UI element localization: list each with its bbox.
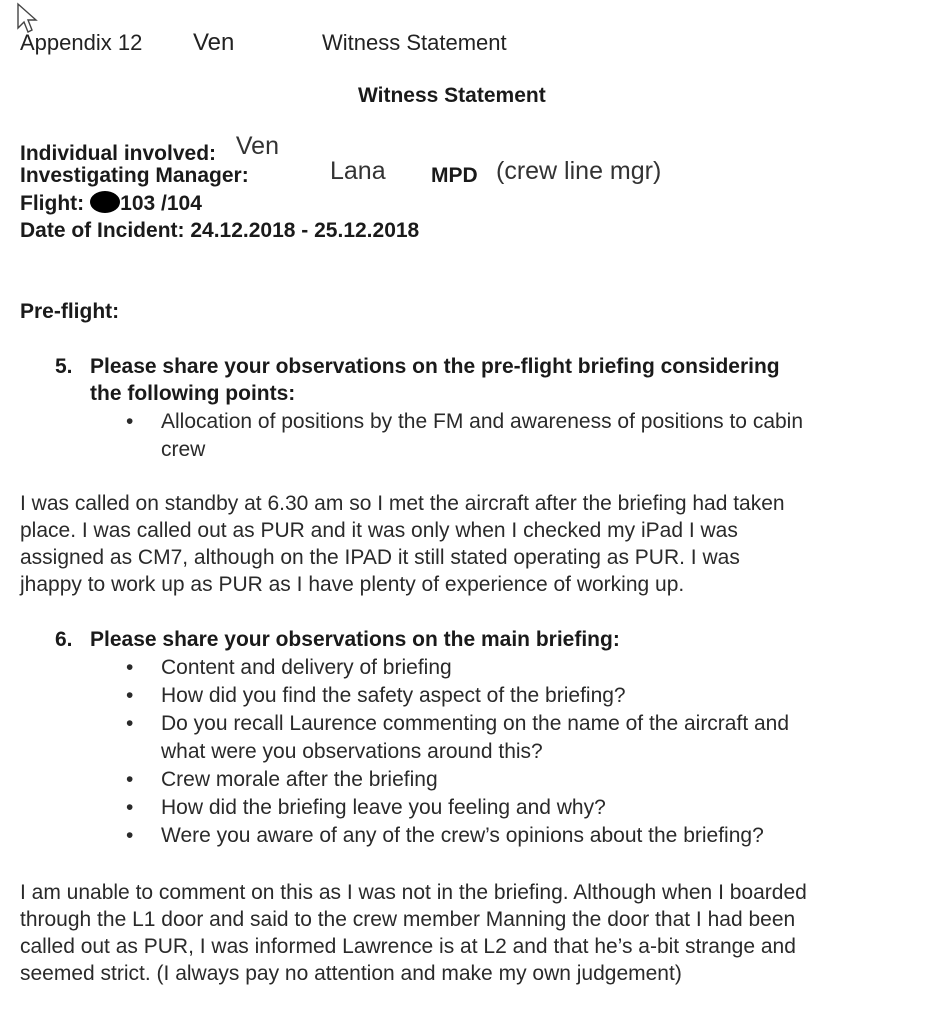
question-5 xyxy=(55,353,780,407)
date-value: 24.12.2018 - 25.12.2018 xyxy=(190,219,420,242)
list-item: • How did you find the safety aspect of the briefing? xyxy=(126,682,789,710)
header-witness-statement: Witness Statement xyxy=(322,30,507,55)
question-5-line2: the following points: xyxy=(90,382,296,405)
question-6-title: Please share your observations on the main briefing: xyxy=(90,628,620,651)
manager-row xyxy=(20,164,249,188)
flight-value: 103 /104 xyxy=(120,192,202,215)
manager-name: Lana xyxy=(330,157,386,185)
list-item: • Crew morale after the briefing xyxy=(126,766,789,794)
individual-row xyxy=(20,132,279,167)
question-5-number: 5. xyxy=(55,355,73,378)
appendix-label: Appendix 12 xyxy=(20,30,143,55)
individual-value: Ven xyxy=(235,132,279,160)
section-preflight: Pre-flight: xyxy=(20,300,120,323)
list-item: • Content and delivery of briefing xyxy=(126,654,789,682)
individual-label: Individual involved: xyxy=(20,142,217,165)
answer-6: I am unable to comment on this as I was not in the briefing. Although when I boarded through the L1 door and said to the crew member Manning the door that I had been called out as PUR, I was informed Lawrence is at L2 and that he’s a-bit strange and seemed strict. (I always pay no attention and make my own judgement) xyxy=(20,881,807,985)
list-item: • Allocation of positions by the FM and awareness of positions to cabin crew xyxy=(126,408,803,464)
redaction-mark xyxy=(90,191,120,213)
date-row xyxy=(20,219,419,243)
answer-5: I was called on standby at 6.30 am so I met the aircraft after the briefing had taken place. I was called out as PUR and it was only when I checked my iPad I was assigned as CM7, although on the IPAD it still stated operating as PUR. I was jhappy to work up as PUR as I have plenty of experience of working up. xyxy=(20,492,785,596)
manager-code: MPD xyxy=(431,164,478,187)
manager-role: (crew line mgr) xyxy=(496,157,662,185)
list-item: • How did the briefing leave you feeling and why? xyxy=(126,794,789,822)
flight-label: Flight: xyxy=(20,192,85,215)
question-5-line1: Please share your observations on the pre-flight briefing considering xyxy=(90,355,780,378)
manager-label: Investigating Manager: xyxy=(20,164,249,187)
question-5-bullets xyxy=(126,408,803,464)
header-name: Ven xyxy=(193,29,235,56)
question-6 xyxy=(55,626,620,653)
question-6-bullets xyxy=(126,654,789,850)
date-label: Date of Incident: xyxy=(20,219,185,242)
list-item: • Do you recall Laurence commenting on the name of the aircraft and what were you observations around this? xyxy=(126,710,789,766)
flight-row xyxy=(20,191,202,216)
list-item: • Were you aware of any of the crew’s opinions about the briefing? xyxy=(126,822,789,850)
question-6-number: 6. xyxy=(55,628,73,651)
page-title: Witness Statement xyxy=(358,84,546,107)
